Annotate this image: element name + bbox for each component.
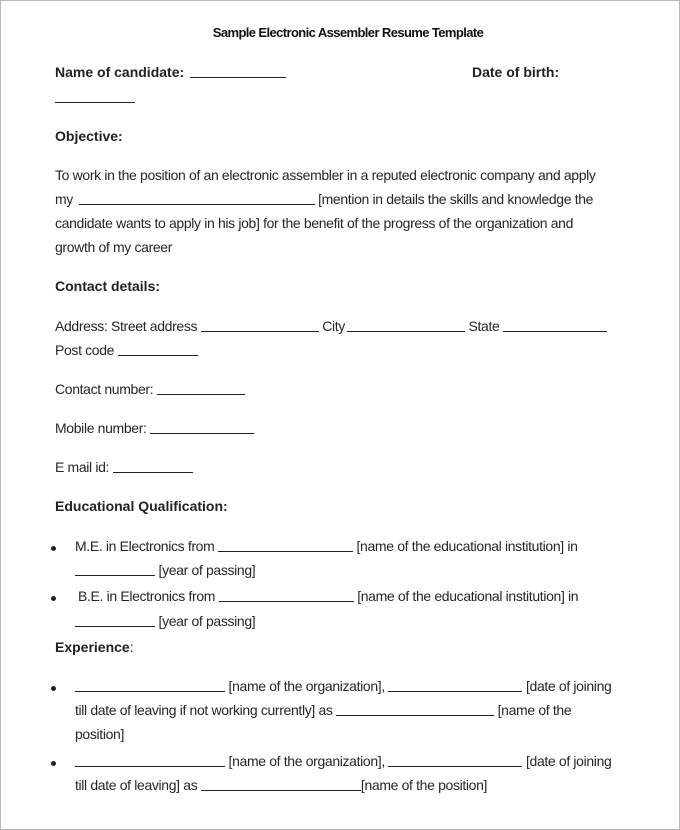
experience-item-2-line-1 bbox=[75, 753, 611, 769]
objective-line-1: To work in the position of an electronic assembler in a reputed electronic company and apply bbox=[55, 167, 596, 183]
exp1-date-hint: [date of joining bbox=[525, 678, 612, 694]
degree-be: B.E. in Electronics from bbox=[78, 588, 216, 604]
bullet-icon bbox=[51, 546, 56, 551]
dob-blank[interactable] bbox=[55, 89, 135, 103]
objective-line-3: candidate wants to apply in his job] for the benefit of the progress of the organization and bbox=[55, 215, 574, 231]
objective-skills-hint: [mention in details the skills and knowledge the bbox=[318, 191, 594, 207]
experience-item-1-line-1 bbox=[75, 678, 611, 694]
post-code-blank[interactable] bbox=[118, 342, 198, 356]
mobile-number-blank[interactable] bbox=[150, 420, 254, 434]
exp2-date-hint: [date of joining bbox=[525, 753, 612, 769]
exp1-date-blank[interactable] bbox=[388, 678, 522, 692]
exp1-position-hint: [name of the bbox=[497, 702, 572, 718]
contact-number-blank[interactable] bbox=[157, 381, 245, 395]
dob-label: Date of birth: bbox=[472, 64, 560, 80]
exp1-leaving-text: till date of leaving if not working currently] as bbox=[75, 702, 333, 718]
state-label: State bbox=[468, 318, 500, 334]
education-item-1-line-2 bbox=[75, 562, 255, 578]
exp2-leaving-text: till date of leaving] as bbox=[75, 777, 198, 793]
mobile-number-label: Mobile number: bbox=[55, 420, 147, 436]
experience-heading: Experience bbox=[55, 639, 130, 655]
objective-my: my bbox=[55, 191, 73, 207]
bullet-icon bbox=[51, 596, 56, 601]
email-row bbox=[55, 459, 193, 475]
be-year-hint: [year of passing] bbox=[158, 613, 256, 629]
experience-item-1-line-3: position] bbox=[75, 726, 124, 742]
email-blank[interactable] bbox=[113, 459, 193, 473]
bullet-icon bbox=[51, 761, 56, 766]
contact-number-label: Contact number: bbox=[55, 381, 154, 397]
name-of-candidate-row bbox=[55, 64, 286, 80]
mobile-number-row bbox=[55, 420, 254, 436]
experience-item-2-line-2 bbox=[75, 777, 487, 793]
me-year-blank[interactable] bbox=[75, 562, 155, 576]
education-item-2-line-1 bbox=[78, 588, 578, 604]
me-year-hint: [year of passing] bbox=[158, 562, 256, 578]
exp2-org-blank[interactable] bbox=[75, 753, 225, 767]
education-item-1-line-1 bbox=[75, 538, 578, 554]
exp2-org-hint: [name of the organization], bbox=[228, 753, 385, 769]
email-label: E mail id: bbox=[55, 459, 110, 475]
post-code-row bbox=[55, 342, 198, 358]
post-code-label: Post code bbox=[55, 342, 115, 358]
name-label: Name of candidate: bbox=[55, 64, 185, 80]
bullet-icon bbox=[51, 686, 56, 691]
education-heading: Educational Qualification: bbox=[55, 498, 228, 514]
objective-line-2 bbox=[55, 191, 593, 207]
be-institution-hint: [name of the educational institution] in bbox=[357, 588, 579, 604]
city-blank[interactable] bbox=[347, 318, 465, 332]
state-blank[interactable] bbox=[503, 318, 607, 332]
contact-number-row bbox=[55, 381, 245, 397]
experience-heading-colon: : bbox=[129, 639, 134, 655]
exp1-org-blank[interactable] bbox=[75, 678, 225, 692]
me-institution-hint: [name of the educational institution] in bbox=[356, 538, 578, 554]
address-row bbox=[55, 318, 607, 334]
document-title: Sample Electronic Assembler Resume Template bbox=[212, 25, 484, 40]
name-blank[interactable] bbox=[190, 64, 286, 78]
objective-line-4: growth of my career bbox=[55, 239, 173, 255]
education-item-2-line-2 bbox=[75, 613, 255, 629]
me-institution-blank[interactable] bbox=[218, 538, 353, 552]
address-label: Address: Street address bbox=[55, 318, 198, 334]
degree-me: M.E. in Electronics from bbox=[75, 538, 215, 554]
dob-row bbox=[55, 89, 135, 105]
exp1-org-hint: [name of the organization], bbox=[228, 678, 385, 694]
skills-blank[interactable] bbox=[79, 191, 315, 205]
be-institution-blank[interactable] bbox=[219, 588, 354, 602]
experience-item-1-line-2 bbox=[75, 702, 571, 718]
exp1-position-blank[interactable] bbox=[336, 702, 494, 716]
exp2-position-hint: [name of the position] bbox=[360, 777, 488, 793]
street-address-blank[interactable] bbox=[201, 318, 319, 332]
city-label: City bbox=[322, 318, 345, 334]
exp2-date-blank[interactable] bbox=[388, 753, 522, 767]
contact-heading: Contact details: bbox=[55, 278, 161, 294]
be-year-blank[interactable] bbox=[75, 613, 155, 627]
exp2-position-blank[interactable] bbox=[201, 777, 361, 791]
objective-heading: Objective: bbox=[55, 128, 123, 144]
experience-heading-row bbox=[55, 639, 134, 655]
